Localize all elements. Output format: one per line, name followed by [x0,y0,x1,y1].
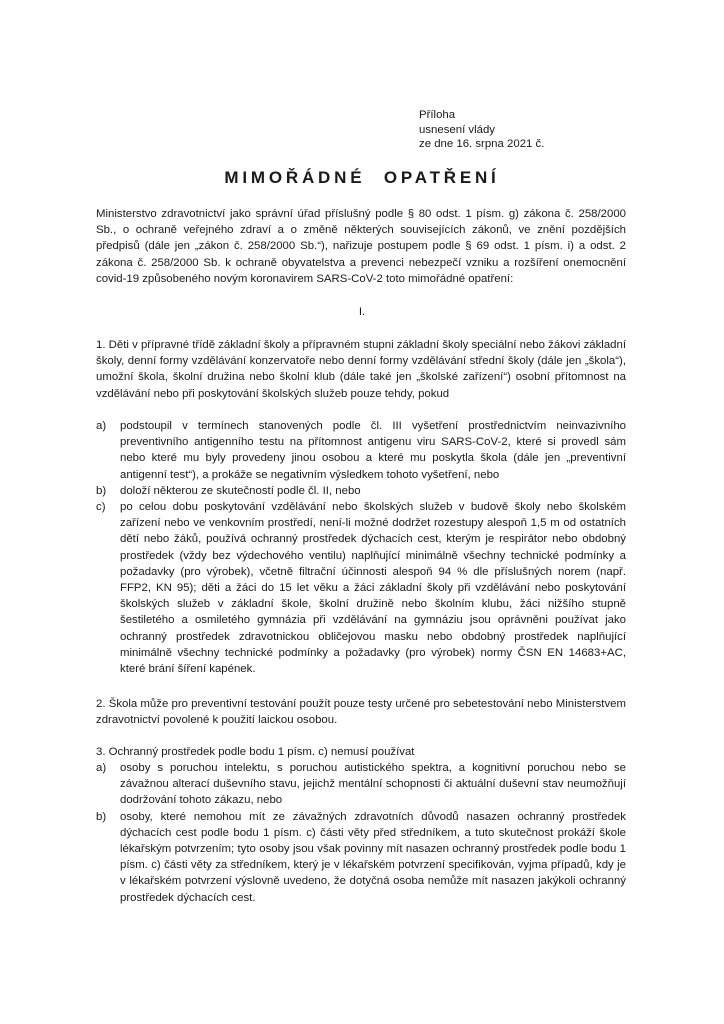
list-item-text: podstoupil v termínech stanovených podle čl. III vyšetření prostřednictvím neinvazivního preventivního antigenního testu na přítomnost antigenu viru SARS-CoV-2, které si provedl sám nebo které mu byly provedeny jinou osobou a které mu poskytla škola (dále jen „preventivní antigenní test“), a prokáže se negativním výsledkem tohoto vyšetření, nebo [120,420,626,481]
list-marker: b) [96,484,107,497]
attachment-label: Příloha [419,109,456,121]
list-marker: a) [96,762,107,774]
list-item [96,809,626,906]
resolution-date: ze dne 16. srpna 2021 č. [419,138,545,150]
point-2-text: 2. Škola může pro preventivní testování použít pouze testy určené pro sebetestování nebo Ministerstvem zdravotnictví povolené k použití laickou osobou. [96,698,626,727]
list-marker: a) [96,420,107,432]
point-3-list [96,760,626,906]
list-item-text: po celou dobu poskytování vzdělávání nebo školských služeb v budově školy nebo školském zařízení nebo ve venkovním prostředí, není-li možné dodržet rozestupy alespoň 1,5 m od ostatních dětí nebo žáků, používá ochranný prostředek dýchacích cest, kterým je respirátor nebo obdobný prostředek (vždy bez výdechového ventilu) naplňující minimálně všechny technické podmínky a požadavky (pro výrobek), včetně filtrační účinnosti alespoň 94 % dle příslušných norem (např. FFP2, KN 95); děti a žáci do 15 let věku a žáci základní školy při vzdělávání nebo poskytování školských služeb v základní škole, školní družině nebo školním klubu, žáci nižšího stupně šestiletého a osmiletého gymnázia při vzdělávání na gymnáziu jsou oprávněni používat jako ochranný prostředek zdravotnickou obličejovou masku nebo obdobný prostředek naplňující minimálně všechny technické podmínky a požadavky (pro výrobek) normy ČSN EN 14683+AC, které brání šíření kapének. [120,501,626,676]
list-item [96,418,626,483]
list-item [96,499,626,677]
list-marker: b) [96,810,107,823]
point-1-list [96,418,626,677]
list-marker: c) [96,501,106,514]
document-title: MIMOŘÁDNÉ OPATŘENÍ [224,168,500,187]
list-item [96,760,626,809]
point-1-text: 1. Děti v přípravné třídě základní školy a přípravném stupni základní školy speciální nebo žákovi základní školy, denní formy vzdělávání konzervatoře nebo denní formy vzdělávání střední školy (dále jen „škola“), umožní škola, školní družina nebo školní klub (dále také jen „školské zařízení“) osobní přítomnost na vzdělávání nebo při poskytování školských služeb pouze tehdy, pokud [96,339,626,400]
point-3-text: 3. Ochranný prostředek podle bodu 1 písm. c) nemusí používat [96,746,415,758]
section-number: I. [358,306,366,318]
list-item-text: doloží některou ze skutečností podle čl. II, nebo [120,484,361,497]
resolution-label: usnesení vlády [419,123,495,136]
attachment-header [419,108,544,152]
list-item [96,483,626,499]
list-item-text: osoby, které nemohou mít ze závažných zdravotních důvodů nasazen ochranný prostředek dýchacích cest podle bodu 1 písm. c) části věty před středníkem, a tuto skutečnost prokáží škole lékařským potvrzením; tyto osoby jsou však povinny mít nasazen ochranný prostředek podle bodu 1 písm. c) části věty za středníkem, který je v lékařském potvrzení specifikován, vyjma případů, kdy je v lékařském potvrzení výslovně uvedeno, že dotyčná osoba nemůže mít nasazen jakýkoli ochranný prostředek dýchacích cest. [120,810,626,904]
intro-paragraph: Ministerstvo zdravotnictví jako správní úřad příslušný podle § 80 odst. 1 písm. g) zákona č. 258/2000 Sb., o ochraně veřejného zdraví a o změně některých souvisejících zákonů, ve znění pozdějších předpisů (dále jen „zákon č. 258/2000 Sb.“), nařizuje postupem podle § 69 odst. 1 písm. i) a odst. 2 zákona č. 258/2000 Sb. k ochraně obyvatelstva a prevenci nebezpečí vzniku a rozšíření onemocnění covid-19 způsobeného novým koronavirem SARS-CoV-2 toto mimořádné opatření: [96,208,626,285]
list-item-text: osoby s poruchou intelektu, s poruchou autistického spektra, a kognitivní poruchou nebo se závažnou alterací duševního stavu, jejichž mentální schopnosti či aktuální duševní stav neumožňují dodržování tohoto zákazu, nebo [120,762,626,807]
